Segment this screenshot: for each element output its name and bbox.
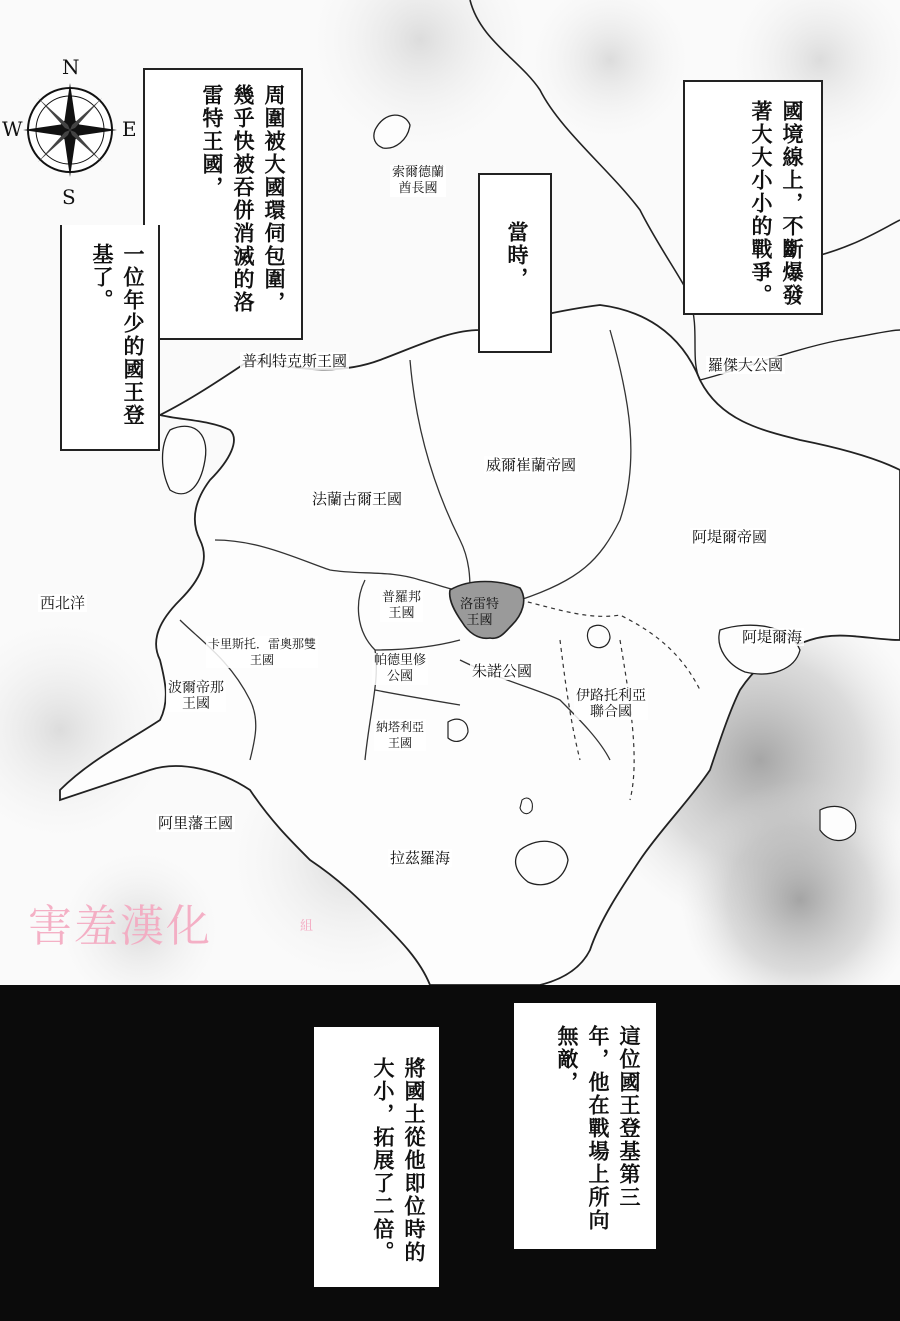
map-label-padelish: 帕德里修 公國 <box>374 653 427 684</box>
scanlation-watermark: 害羞漢化 <box>28 901 212 952</box>
map-label-atiel-sea: 阿堤爾海 <box>742 628 803 646</box>
map-label-soldeland: 索爾德蘭 酋長國 <box>392 165 445 196</box>
map-label-boltina: 波爾帝那 王國 <box>168 680 224 712</box>
narration-text-4: 國境線上，不斷爆發著大大小小的戰爭。 <box>749 100 804 307</box>
tone-cloud <box>530 0 690 140</box>
map-label-natalia: 納塔利亞 王國 <box>376 720 425 750</box>
island <box>163 426 206 494</box>
map-label-franconia: 法蘭古爾王國 <box>312 490 403 508</box>
narration-box-6 <box>314 1027 439 1287</box>
compass-north: N <box>62 55 80 79</box>
map-label-weircland: 威爾崔蘭帝國 <box>486 456 577 474</box>
map-label-northwest-ocean: 西北洋 <box>40 594 86 612</box>
scanlation-watermark-sub: 組 <box>300 919 314 934</box>
map-label-carlisto: 卡里斯托．雷奧那雙 王國 <box>208 637 317 667</box>
narration-box-2 <box>60 225 160 451</box>
narration-text-3: 當時， <box>505 221 529 290</box>
island <box>448 719 468 741</box>
map-label-alifan: 阿里藩王國 <box>158 814 234 832</box>
tone-cloud <box>310 0 530 150</box>
map-label-atiel-empire: 阿堤爾帝國 <box>692 528 768 546</box>
map-label-rogie: 羅傑大公國 <box>708 356 784 374</box>
map-label-italia: 伊路托利亞 聯合國 <box>576 688 646 720</box>
narration-text-5: 這位國王登基第三年，他在戰場上所向無敵， <box>555 1025 641 1232</box>
narration-box-4 <box>683 80 823 315</box>
map-label-zhunuo: 朱諾公國 <box>472 662 533 680</box>
narration-text-2: 一位年少的國王登基了。 <box>90 243 145 427</box>
map-label-prickets: 普利特克斯王國 <box>242 352 348 370</box>
map-label-prorabang: 普羅邦 王國 <box>382 590 422 621</box>
compass-south: S <box>62 185 76 209</box>
compass-east: E <box>122 117 137 141</box>
narration-box-1 <box>143 68 303 340</box>
island <box>520 798 532 814</box>
narration-box-5 <box>514 1003 656 1249</box>
island <box>587 625 610 647</box>
map-label-lazsea: 拉茲羅海 <box>390 849 451 867</box>
narration-text-1: 周圍被大國環伺包圍，幾乎快被吞併消滅的洛雷特王國， <box>200 84 286 314</box>
compass-rose <box>2 55 138 215</box>
narration-text-6: 將國土從他即位時的大小，拓展了二倍。 <box>371 1057 426 1264</box>
narration-box-3 <box>478 173 552 353</box>
map-label-loret: 洛雷特 王國 <box>460 597 500 628</box>
compass-west: W <box>2 117 23 141</box>
bottom-panel <box>0 985 900 1321</box>
